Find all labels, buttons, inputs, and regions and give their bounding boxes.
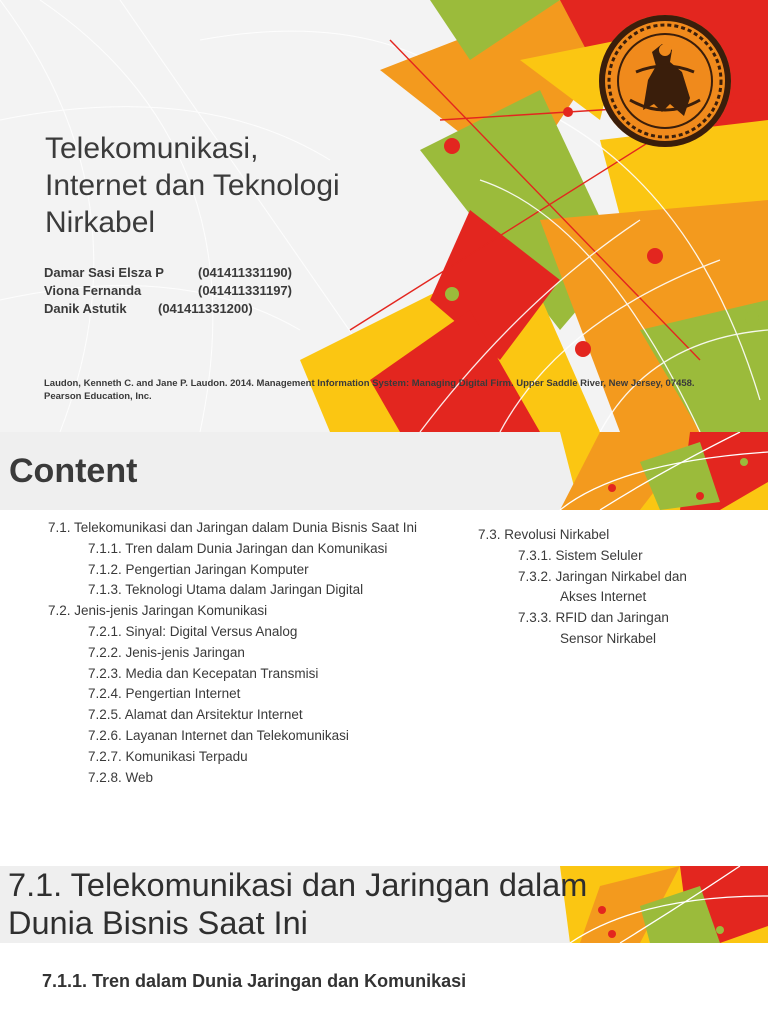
toc-item: 7.3. Revolusi Nirkabel [478,527,610,542]
slide-title: Content [9,452,138,490]
author-name: Damar Sasi Elsza P [44,265,164,280]
section-title [8,866,587,942]
title-line: Telekomunikasi, [45,132,259,165]
author-id: (041411331197) [198,283,292,298]
title-line: Dunia Bisnis Saat Ini [8,905,308,941]
toc-item: 7.2.1. Sinyal: Digital Versus Analog [88,623,298,639]
toc-item: 7.3.2. Jaringan Nirkabel dan [518,568,687,584]
author-id: (041411331200) [158,301,253,316]
author-name: Danik Astutik [44,301,127,316]
slide-title [45,130,340,241]
toc-item: Akses Internet [560,589,647,605]
citation: Laudon, Kenneth C. and Jane P. Laudon. 2014. Management Information System: Managing Digital Firm. Upper Saddle River, New Jersey, 07458. Pearson Education, Inc. [44,378,695,402]
title-line: Internet dan Teknologi [45,169,340,202]
toc-item: 7.1. Telekomunikasi dan Jaringan dalam Dunia Bisnis Saat Ini [48,520,417,535]
subsection-title: 7.1.1. Tren dalam Dunia Jaringan dan Komunikasi [42,971,467,991]
author-row [44,300,253,318]
toc-item: 7.1.3. Teknologi Utama dalam Jaringan Digital [88,582,364,598]
author-row [44,282,292,300]
title-slide [0,0,768,432]
header-band [0,432,768,510]
toc-item: Sensor Nirkabel [560,630,657,646]
toc-right-column [478,525,687,650]
title-line: 7.1. Telekomunikasi dan Jaringan dalam [8,867,588,903]
toc-item: 7.3.1. Sistem Seluler [518,547,643,563]
toc-item: 7.2.7. Komunikasi Terpadu [88,748,248,764]
section-slide [0,866,768,1024]
toc-left-column [48,518,417,788]
toc-item: 7.2.6. Layanan Internet dan Telekomunikasi [88,727,349,743]
toc-item: 7.2.8. Web [88,769,154,785]
toc-item: 7.3.3. RFID dan Jaringan [518,610,669,626]
toc-item: 7.2.5. Alamat dan Arsitektur Internet [88,707,303,723]
header-band [0,866,768,943]
author-name: Viona Fernanda [44,283,142,298]
toc-item: 7.2.3. Media dan Kecepatan Transmisi [88,665,319,681]
toc-item: 7.2. Jenis-jenis Jaringan Komunikasi [48,603,268,619]
toc-item: 7.2.4. Pengertian Internet [88,686,241,702]
content-slide [0,432,768,837]
toc-item: 7.1.1. Tren dalam Dunia Jaringan dan Komunikasi [88,540,388,556]
toc-item: 7.1.2. Pengertian Jaringan Komputer [88,561,309,577]
toc-item: 7.2.2. Jenis-jenis Jaringan [88,644,245,660]
author-list [44,264,292,318]
author-row [44,264,292,282]
university-seal-icon [598,0,732,162]
title-line: Nirkabel [45,206,156,239]
author-id: (041411331190) [198,265,292,280]
